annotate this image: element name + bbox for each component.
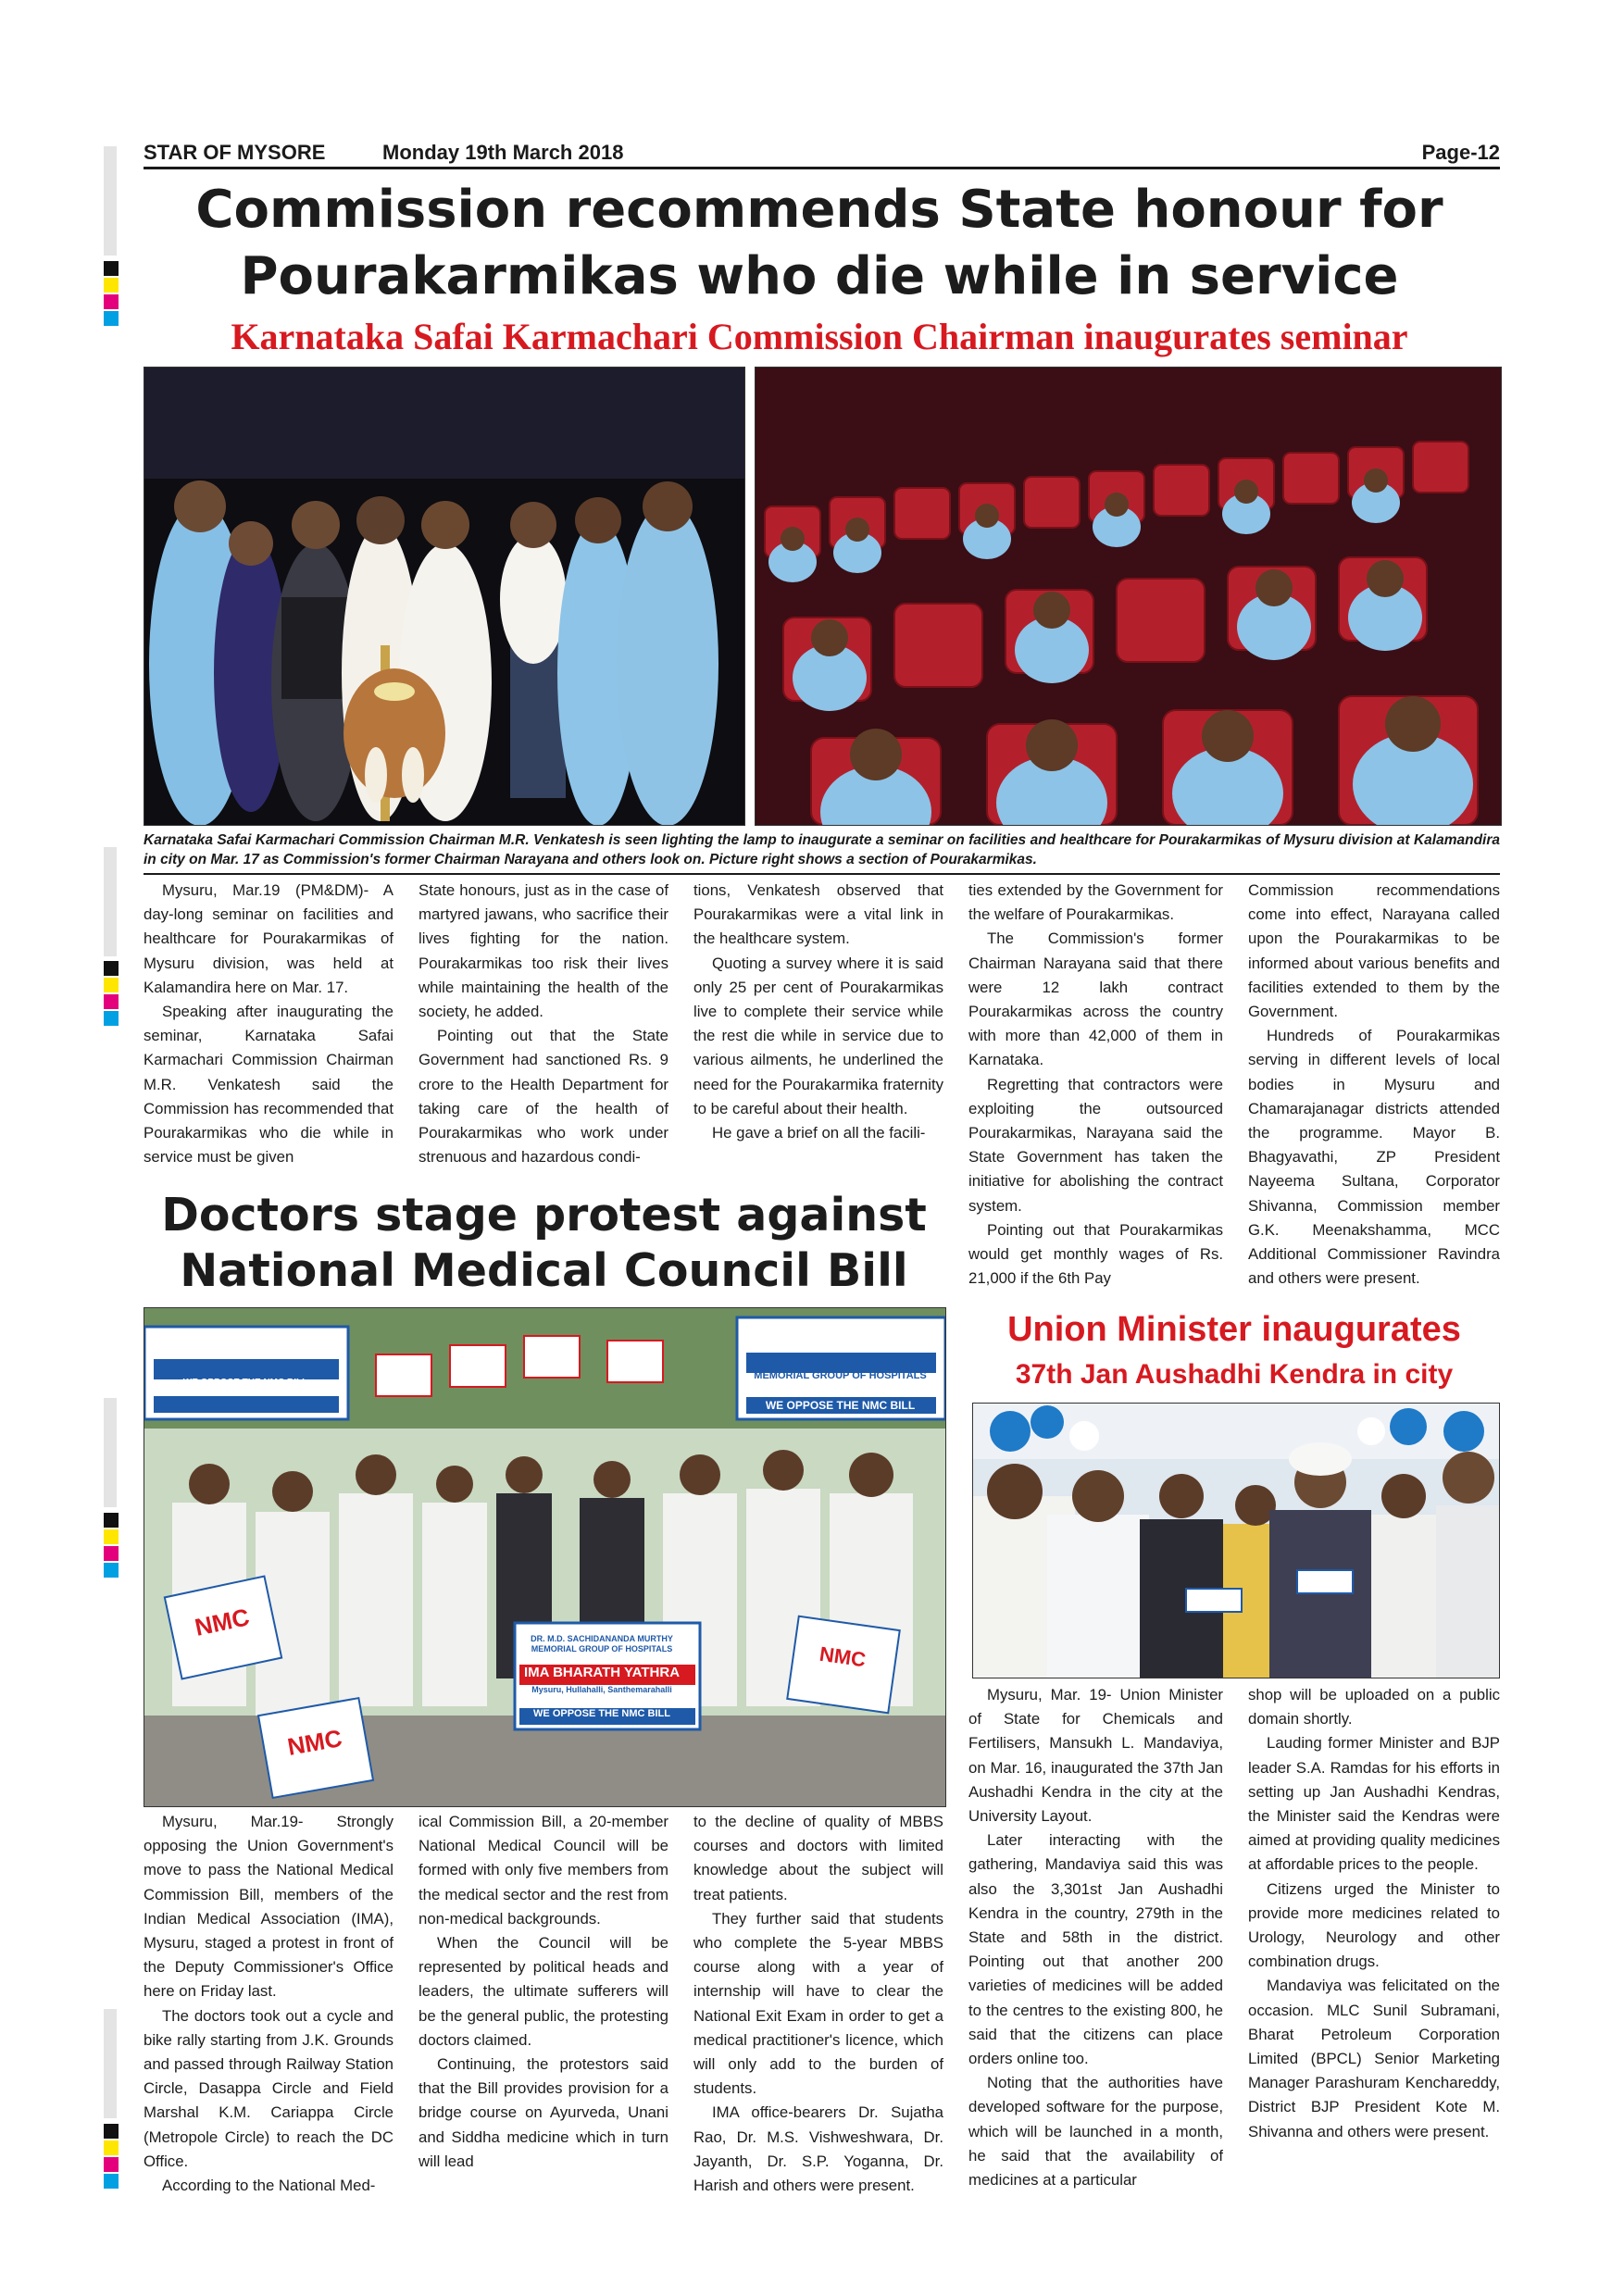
banner-sub-label: DR. M.D. SACHIDANANDA MURTHY <box>753 1357 928 1368</box>
registration-square-yellow <box>104 978 119 992</box>
placard-banner-place: Mysuru, Hullahalli, Santhemarahalli <box>531 1685 672 1694</box>
page-number: Page-12 <box>1421 141 1500 164</box>
paragraph: to the decline of quality of MBBS courses and doctors with limited knowledge about the subject will treat patients. <box>693 1813 943 1903</box>
paragraph: IMA office-bearers Dr. Sujatha Rao, Dr. M.S. Vishweshwara, Dr. Jayanth, Dr. S.P. Yoganna, Dr. Harish and others were present. <box>693 2103 943 2195</box>
paragraph: Mandaviya was felicitated on the occasion. MLC Sunil Subramani, Bharat Petroleum Corporation Limited (BPCL) Senior Marketing Manager Parashuram Kenchareddy, District BJP President Kote M. Shivanna and others were present. <box>1248 1977 1500 2140</box>
paragraph: tions, Venkatesh observed that Pourakarmikas were a vital link in the healthcare system. <box>693 881 943 948</box>
registration-bar <box>104 146 117 256</box>
placard-banner-sub: MEMORIAL GROUP OF HOSPITALS <box>531 1644 673 1653</box>
registration-square-magenta <box>104 294 119 309</box>
paragraph: ical Commission Bill, a 20-member National Medical Council will be formed with only five members from the medical sector and the rest from non-medical backgrounds. <box>418 1813 668 1928</box>
story1-column-1 <box>144 879 394 1175</box>
paragraph: Commission recommendations come into effect, Narayana called upon the Pourakarmikas to be informed about various benefits and facilities extended to them by the Government. <box>1248 881 1500 1021</box>
placard-banner-slogan: WE OPPOSE THE NMC BILL <box>533 1708 670 1719</box>
registration-square-black <box>104 961 119 976</box>
registration-square-black <box>104 261 119 276</box>
registration-bar <box>104 847 117 956</box>
registration-square-yellow <box>104 1529 119 1544</box>
paragraph: Speaking after inaugurating the seminar, Karnataka Safai Karmachari Commission Chairman M.R. Venkatesh said the Commission has recommended that Pourakarmikas who die while in service must be given <box>144 1003 394 1167</box>
registration-square-cyan <box>104 1011 119 1026</box>
paragraph: Quoting a survey where it is said only 25 per cent of Pourakarmikas live to complete their service while the rest die while in service due to various ailments, he underlined the need for the Pourakarmika fraternity to be careful about their health. <box>693 954 943 1117</box>
story2-headline-line2: National Medical Council Bill <box>180 1244 908 1297</box>
banner-slogan-label: WE OPPOSE THE NMC BILL <box>765 1399 916 1412</box>
paragraph: Mysuru, Mar. 19- Union Minister of State for Chemicals and Fertilisers, Mansukh L. Mandaviya, on Mar. 16, inaugurated the 37th Jan Aushadhi Kendra in the city at the University Layout. <box>968 1686 1223 1826</box>
story1-headline-line1: Commission recommends State honour for <box>195 180 1443 240</box>
paragraph: Pointing out that Pourakarmikas would get monthly wages of Rs. 21,000 if the 6th Pay <box>968 1220 1223 1288</box>
story1-column-5 <box>1248 879 1500 1295</box>
story3-column-1 <box>968 1683 1223 2202</box>
paragraph: Mysuru, Mar.19- Strongly opposing the Union Government's move to pass the National Medical Commission Bill, members of the Indian Medical Association (IMA), Mysuru, staged a protest in front of the Deputy Commissioner's Office here on Friday last. <box>144 1813 394 2001</box>
story1-column-2 <box>418 879 668 1175</box>
paragraph: The doctors took out a cycle and bike rally starting from J.K. Grounds and passed through Railway Station Circle, Dasappa Circle and Field Marshal K.M. Cariappa Circle (Metropole Circle) to reach the DC Office. <box>144 2006 394 2170</box>
registration-bar <box>104 1398 117 1507</box>
registration-square-cyan <box>104 1563 119 1578</box>
registration-square-yellow <box>104 278 119 293</box>
paragraph: State honours, just as in the case of martyred jawans, who sacrifice their lives fighting for the nation. Pourakarmikas too risk their lives while maintaining the health of the society, he added. <box>418 881 668 1021</box>
lamp-lighting-illustration <box>144 368 744 825</box>
registration-square-yellow <box>104 2140 119 2155</box>
lamp-lighting-photo <box>144 367 745 826</box>
registration-square-magenta <box>104 2157 119 2172</box>
story1-photo-caption: Karnataka Safai Karmachari Commission Chairman M.R. Venkatesh is seen lighting the lamp to inaugurate a seminar on facilities and healthcare for Pourakarmikas of Mysuru division at Kalamandira in city on Mar. 17 as Commission's former Chairman Narayana and others look on. Picture right shows a section of Pourakarmikas. <box>144 832 1500 867</box>
registration-square-cyan <box>104 311 119 326</box>
paragraph: Citizens urged the Minister to provide more medicines related to Urology, Neurology and other combination drugs. <box>1248 1879 1500 1971</box>
placard-banner-sub: DR. M.D. SACHIDANANDA MURTHY <box>531 1634 673 1643</box>
paragraph: Pointing out that the State Government had sanctioned Rs. 9 crore to the Health Department for taking care of the health of Pourakarmikas who work under strenuous and hazardous condi- <box>418 1027 668 1167</box>
banner-sub-label: MEMORIAL GROUP OF HOSPITALS <box>754 1370 927 1381</box>
paragraph: Mysuru, Mar.19 (PM&DM)- A day-long seminar on facilities and healthcare for Pourakarmikas of Mysuru division, was held at Kalamandira here on Mar. 17. <box>144 881 394 996</box>
story2-column-1 <box>144 1810 394 2199</box>
paragraph: According to the National Med- <box>162 2177 376 2195</box>
story2-column-3 <box>693 1810 943 2199</box>
banner-main-label: IMA BHARATH YATHRA <box>178 1340 313 1354</box>
nmc-placard-label: NMC <box>818 1641 868 1672</box>
paragraph: He gave a brief on all the facili- <box>712 1124 926 1142</box>
audience-photo <box>755 367 1502 826</box>
placard-banner-main: IMA BHARATH YATHRA <box>523 1665 681 1680</box>
paragraph: Noting that the authorities have developed software for the purpose, which will be launched in a month, he said that the availability of medicines at a particular <box>968 2074 1223 2190</box>
story1-column-3 <box>693 879 943 1175</box>
caption-rule <box>144 873 1500 875</box>
jan-aushadhi-photo <box>972 1403 1500 1678</box>
banner-main-label: IMA BHARATH YATHRA <box>762 1335 918 1351</box>
story1-column-4 <box>968 879 1223 1295</box>
paragraph: When the Council will be represented by political heads and leaders, the ultimate sufferers will be the general public, the protesting doctors claimed. <box>418 1934 668 2049</box>
paragraph: Hundreds of Pourakarmikas serving in different levels of local bodies in Mysuru and Chamarajanagar districts attended the programme. Mayor B. Bhagyavathi, ZP President Nayeema Sultana, Corporator Shivanna, Commission member G.K. Meenakshamma, MCC Additional Commissioner Ravindra and others were present. <box>1248 1027 1500 1288</box>
story1-deck: Karnataka Safai Karmachari Commission Chairman inaugurates seminar <box>231 316 1408 357</box>
paragraph: Later interacting with the gathering, Mandaviya said this was also the 3,301st Jan Aushadhi Kendra in the country, 279th in the State and 58th in the district. Pointing out that another 200 varieties of medicines will be added to the centres to the existing 800, he said that the citizens can place orders online too. <box>968 1831 1223 2068</box>
registration-square-magenta <box>104 1546 119 1561</box>
nmc-placard-label: NMC <box>285 1724 344 1761</box>
banner-slogan-label: WE OPPOSE THE NMC BILL <box>182 1378 308 1388</box>
registration-square-magenta <box>104 994 119 1009</box>
paragraph: ties extended by the Government for the welfare of Pourakarmikas. <box>968 881 1223 924</box>
paper-name: STAR OF MYSORE <box>144 141 326 164</box>
minister-illustration <box>973 1404 1499 1678</box>
nmc-placard-label: NMC <box>192 1603 252 1641</box>
story3-headline-line2: 37th Jan Aushadhi Kendra in city <box>1015 1359 1454 1390</box>
masthead-rule <box>144 167 1500 169</box>
registration-square-black <box>104 2124 119 2139</box>
issue-date: Monday 19th March 2018 <box>382 141 624 164</box>
story3-headline-line1: Union Minister inaugurates <box>1007 1310 1461 1349</box>
story2-headline-line1: Doctors stage protest against <box>161 1189 927 1242</box>
paragraph: Regretting that contractors were exploiting the outsourced Pourakarmikas, Narayana said the State Government has taken the initiative for abolishing the contract system. <box>968 1075 1223 1215</box>
paragraph: Continuing, the protestors said that the Bill provides provision for a bridge course on Ayurveda, Unani and Siddha medicine which in turn will lead <box>418 2055 668 2170</box>
paragraph: They further said that students who complete the 5-year MBBS course along with a year of internship will have to clear the National Exit Exam in order to get a medical practitioner's licence, which will only add to the burden of students. <box>693 1909 943 2098</box>
story2-column-2 <box>418 1810 668 2199</box>
story1-headline-line2: Pourakarmikas who die while in service <box>240 246 1399 306</box>
story3-column-2 <box>1248 1683 1500 2202</box>
paragraph: shop will be uploaded on a public domain shortly. <box>1248 1686 1500 1728</box>
registration-square-cyan <box>104 2174 119 2189</box>
registration-bar <box>104 2009 117 2118</box>
paragraph: Lauding former Minister and BJP leader S.A. Ramdas for his efforts in setting up Jan Aushadhi Kendras, the Minister said the Kendras were aimed at providing quality medicines at affordable prices to the people. <box>1248 1734 1500 1874</box>
registration-square-black <box>104 1513 119 1528</box>
paragraph: The Commission's former Chairman Narayana said that there were 12 lakh contract Pourakarmikas across the country with more than 42,000 of them in Karnataka. <box>968 930 1223 1069</box>
audience-illustration <box>756 368 1501 825</box>
